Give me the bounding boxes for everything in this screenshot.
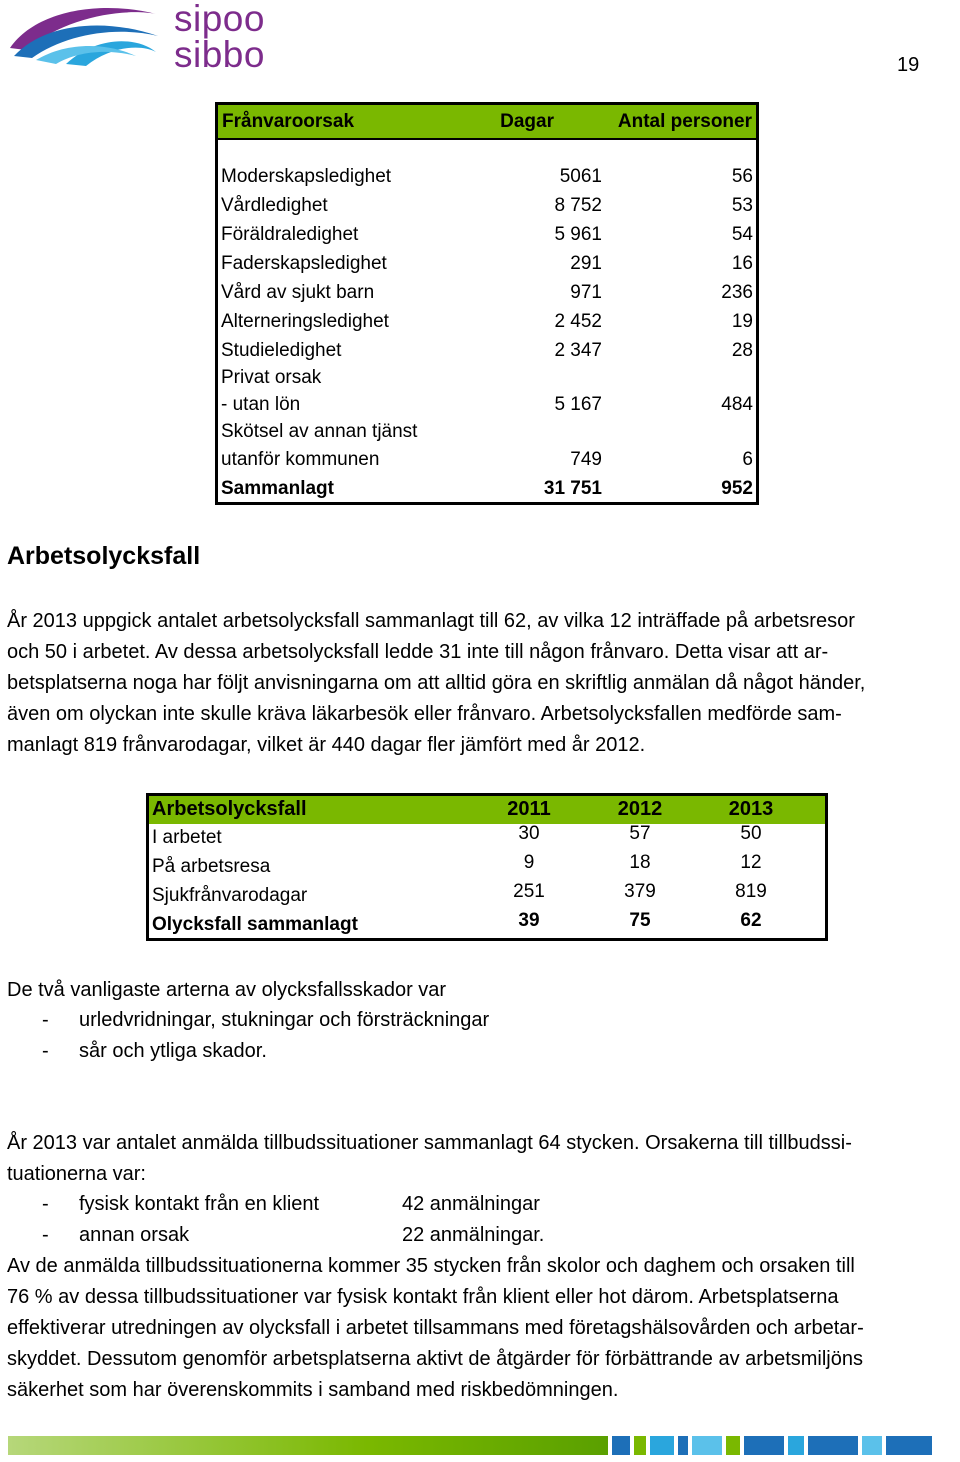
absence-row-persons: 484 — [721, 394, 753, 415]
list-dash: - — [42, 1040, 49, 1062]
accident-row-2012: 379 — [624, 881, 656, 902]
absence-row-days: 5061 — [559, 166, 602, 187]
absence-row-persons: 19 — [731, 311, 753, 332]
body-text-line: De två vanligaste arterna av olycksfallsskador var — [7, 979, 447, 1001]
col-header-reason: Frånvaroorsak — [222, 111, 355, 132]
col-header-days: Dagar — [500, 111, 554, 132]
list-item-value: 22 anmälningar. — [402, 1224, 545, 1246]
accident-row-2013: 50 — [740, 823, 762, 844]
accident-row-label: På arbetsresa — [152, 856, 271, 877]
accident-row-2012: 75 — [629, 910, 651, 931]
absence-table-header — [218, 105, 756, 140]
accident-row-2013: 819 — [735, 881, 767, 902]
col-header-2012: 2012 — [617, 798, 663, 820]
absence-row — [218, 311, 756, 335]
col-header-accident: Arbetsolycksfall — [152, 798, 307, 820]
list-dash: - — [42, 1193, 49, 1215]
logo-word-sipoo: sipoo — [174, 0, 265, 39]
absence-row-persons: 6 — [742, 449, 753, 470]
absence-row-days: 8 752 — [554, 195, 602, 216]
absence-row-label: Föräldraledighet — [221, 224, 359, 245]
body-text-line: Av de anmälda tillbudssituationerna kommer 35 stycken från skolor och daghem och orsaken till — [7, 1255, 855, 1277]
accident-row-label: Olycksfall sammanlagt — [152, 914, 358, 935]
absence-row-label: Skötsel av annan tjänst — [221, 421, 418, 442]
absence-row — [218, 394, 756, 418]
accident-row-label: I arbetet — [152, 827, 222, 848]
absence-row-persons: 56 — [731, 166, 753, 187]
absence-row-persons: 952 — [721, 478, 753, 499]
absence-row-days: 971 — [570, 282, 602, 303]
body-text-line: År 2013 uppgick antalet arbetsolycksfall sammanlagt till 62, av vilka 12 inträffade på arbetsresor — [7, 610, 855, 632]
absence-row-days: 749 — [570, 449, 602, 470]
logo-word-sibbo: sibbo — [174, 34, 265, 75]
accident-row-2012: 57 — [629, 823, 651, 844]
logo-swirl-icon — [6, 0, 166, 72]
list-dash: - — [42, 1224, 49, 1246]
accident-table-header — [149, 796, 825, 824]
accident-row-2011: 9 — [523, 852, 535, 873]
accident-row-label: Sjukfrånvarodagar — [152, 885, 308, 906]
absence-row-persons: 16 — [731, 253, 753, 274]
body-text-line: även om olyckan inte skulle kräva läkarbesök eller frånvaro. Arbetsolycksfallen medförde sam- — [7, 703, 842, 725]
absence-row — [218, 340, 756, 364]
accident-row-2011: 30 — [518, 823, 540, 844]
list-item: sår och ytliga skador. — [79, 1040, 267, 1062]
col-header-2013: 2013 — [728, 798, 774, 820]
absence-row-persons: 28 — [731, 340, 753, 361]
body-text-line: skyddet. Dessutom genomför arbetsplatserna aktivt de åtgärder för förbättrande av arbetsmiljöns — [7, 1348, 863, 1370]
list-item-value: 42 anmälningar — [402, 1193, 540, 1215]
absence-row — [218, 421, 756, 445]
list-item: urledvridningar, stukningar och försträckningar — [79, 1009, 490, 1031]
absence-row-persons: 54 — [731, 224, 753, 245]
col-header-2011: 2011 — [507, 798, 551, 820]
col-header-persons: Antal personer — [617, 111, 752, 132]
absence-row-label: Moderskapsledighet — [221, 166, 392, 187]
accident-row-2011: 39 — [518, 910, 540, 931]
accident-table — [146, 793, 828, 941]
absence-row-days: 2 347 — [554, 340, 602, 361]
absence-row-label: utanför kommunen — [221, 449, 380, 470]
accident-row-2012: 18 — [629, 852, 651, 873]
section-heading: Arbetsolycksfall — [7, 542, 201, 570]
footer-color-bar — [8, 1436, 932, 1455]
body-text-line: och 50 i arbetet. Av dessa arbetsolycksfall ledde 31 inte till någon frånvaro. Detta visar att ar- — [7, 641, 829, 663]
absence-row-days: 31 751 — [543, 478, 602, 499]
absence-row — [218, 195, 756, 219]
absence-row-label: Vårdledighet — [221, 195, 328, 216]
absence-row-persons: 53 — [731, 195, 753, 216]
body-text-line: effektiverar utredningen av olycksfall i arbetet tillsammans med företagshälsovården och arbetar- — [7, 1317, 864, 1339]
absence-row-days: 2 452 — [554, 311, 602, 332]
list-item-label: fysisk kontakt från en klient — [79, 1193, 320, 1215]
absence-row-days: 5 167 — [554, 394, 602, 415]
body-text-line: betsplatserna noga har följt anvisningarna om att alltid göra en skriftlig anmälan då något händer, — [7, 672, 866, 694]
absence-row-label: Alterneringsledighet — [221, 311, 389, 332]
absence-row — [218, 478, 756, 502]
absence-row — [218, 449, 756, 473]
absence-row-label: Sammanlagt — [221, 478, 334, 499]
body-text-line: säkerhet som har överenskommits i samband med riskbedömningen. — [7, 1379, 619, 1401]
accident-row-2011: 251 — [513, 881, 545, 902]
absence-row-label: - utan lön — [221, 394, 301, 415]
accident-row-2013: 62 — [740, 910, 762, 931]
absence-row-label: Faderskapsledighet — [221, 253, 387, 274]
body-text-line: 76 % av dessa tillbudssituationer var fysisk kontakt från klient eller hot därom. Arbetsplatserna — [7, 1286, 839, 1308]
absence-row-persons: 236 — [721, 282, 753, 303]
sipoo-sibbo-logo — [6, 0, 276, 78]
body-text-line: tuationerna var: — [7, 1163, 146, 1185]
absence-row — [218, 253, 756, 277]
list-item-label: annan orsak — [79, 1224, 190, 1246]
absence-row-label: Privat orsak — [221, 367, 322, 388]
accident-row-2013: 12 — [740, 852, 762, 873]
accident-row — [149, 910, 825, 943]
absence-row — [218, 224, 756, 248]
body-text-line: manlagt 819 frånvarodagar, vilket är 440 dagar fler jämfört med år 2012. — [7, 734, 646, 756]
list-dash: - — [42, 1009, 49, 1031]
absence-table — [215, 102, 759, 505]
page-number: 19 — [897, 54, 920, 76]
body-text-line: År 2013 var antalet anmälda tillbudssituationer sammanlagt 64 stycken. Orsakerna till tillbudssi- — [7, 1132, 852, 1154]
absence-row-days: 5 961 — [554, 224, 602, 245]
absence-row-label: Vård av sjukt barn — [221, 282, 375, 303]
absence-row — [218, 282, 756, 306]
absence-row — [218, 367, 756, 391]
absence-row-label: Studieledighet — [221, 340, 342, 361]
absence-row-days: 291 — [570, 253, 602, 274]
absence-row — [218, 166, 756, 190]
